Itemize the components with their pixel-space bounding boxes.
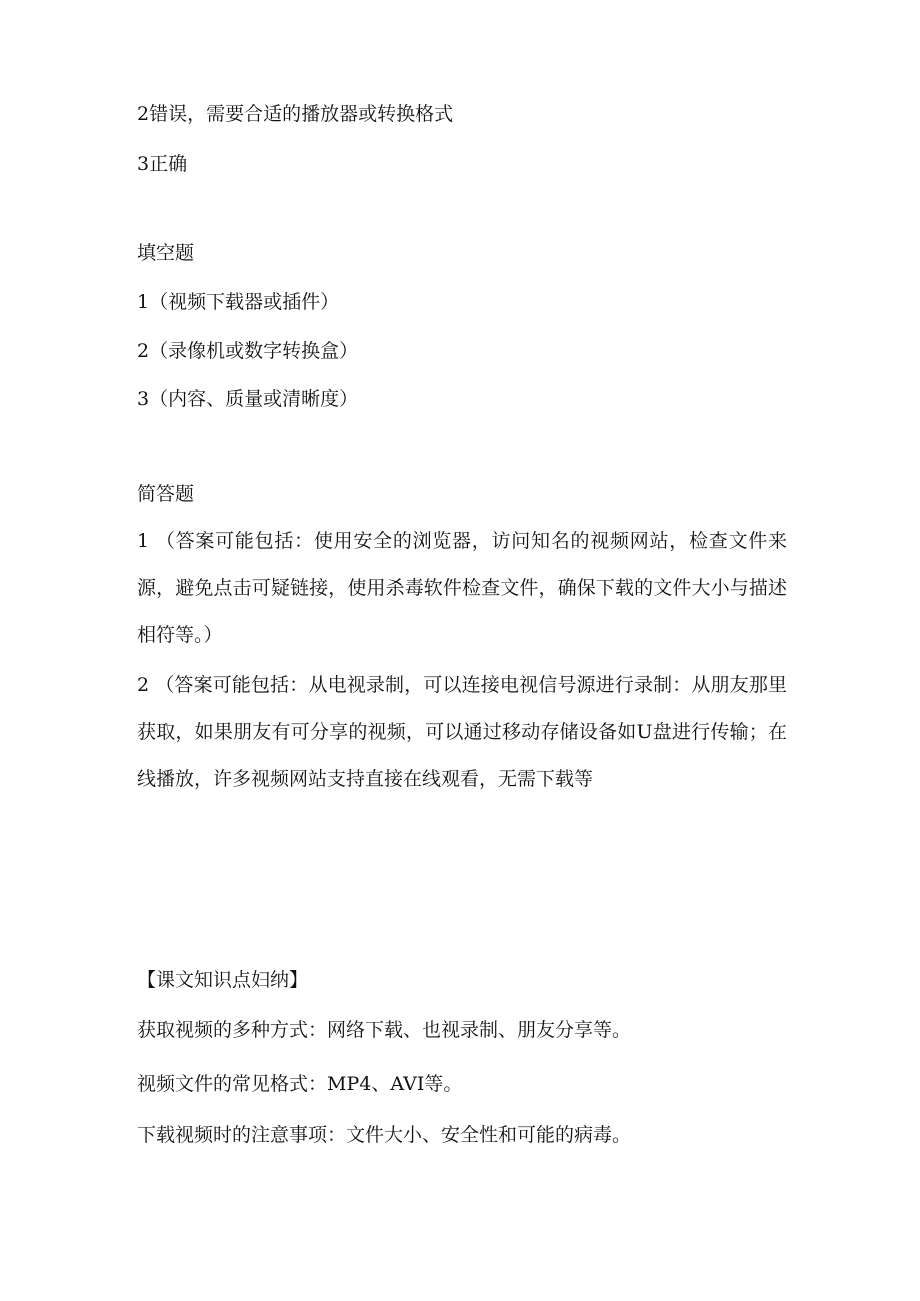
tf-answer-2: 2错误，需要合适的播放器或转换格式	[137, 103, 454, 125]
short-answer-2: 2 （答案可能包括：从电视录制，可以连接电视信号源进行录制：从朋友那里获取，如果朋友有可分享的视频，可以通过移动存储设备如U盘进行传输；在线播放，许多视频网站支持直接在线观看，无需下载等	[137, 674, 787, 790]
summary-line-1: 获取视频的多种方式：网络下载、也视录制、朋友分享等。	[137, 1019, 632, 1041]
tf-answer-3: 3正确	[137, 153, 188, 175]
summary-line-3: 下载视频时的注意事项：文件大小、安全性和可能的病毒。	[137, 1124, 632, 1146]
fill-blank-answer-2: 2（录像机或数字转换盒）	[137, 340, 359, 362]
short-answer-heading: 简答题	[137, 483, 195, 505]
fill-blank-answer-3: 3（内容、质量或清晰度）	[137, 388, 359, 410]
short-answer-1: 1 （答案可能包括：使用安全的浏览器，访问知名的视频网站，检查文件来源，避免点击可疑链接，使用杀毒软件检查文件，确保下载的文件大小与描述相符等。）	[137, 530, 787, 646]
fill-blank-answer-1: 1（视频下载器或插件）	[137, 291, 340, 313]
fill-blank-heading: 填空题	[137, 242, 195, 264]
summary-heading: 【课文知识点妇纳】	[137, 969, 309, 991]
summary-line-2: 视频文件的常见格式：MP4、AVI等。	[137, 1073, 463, 1095]
